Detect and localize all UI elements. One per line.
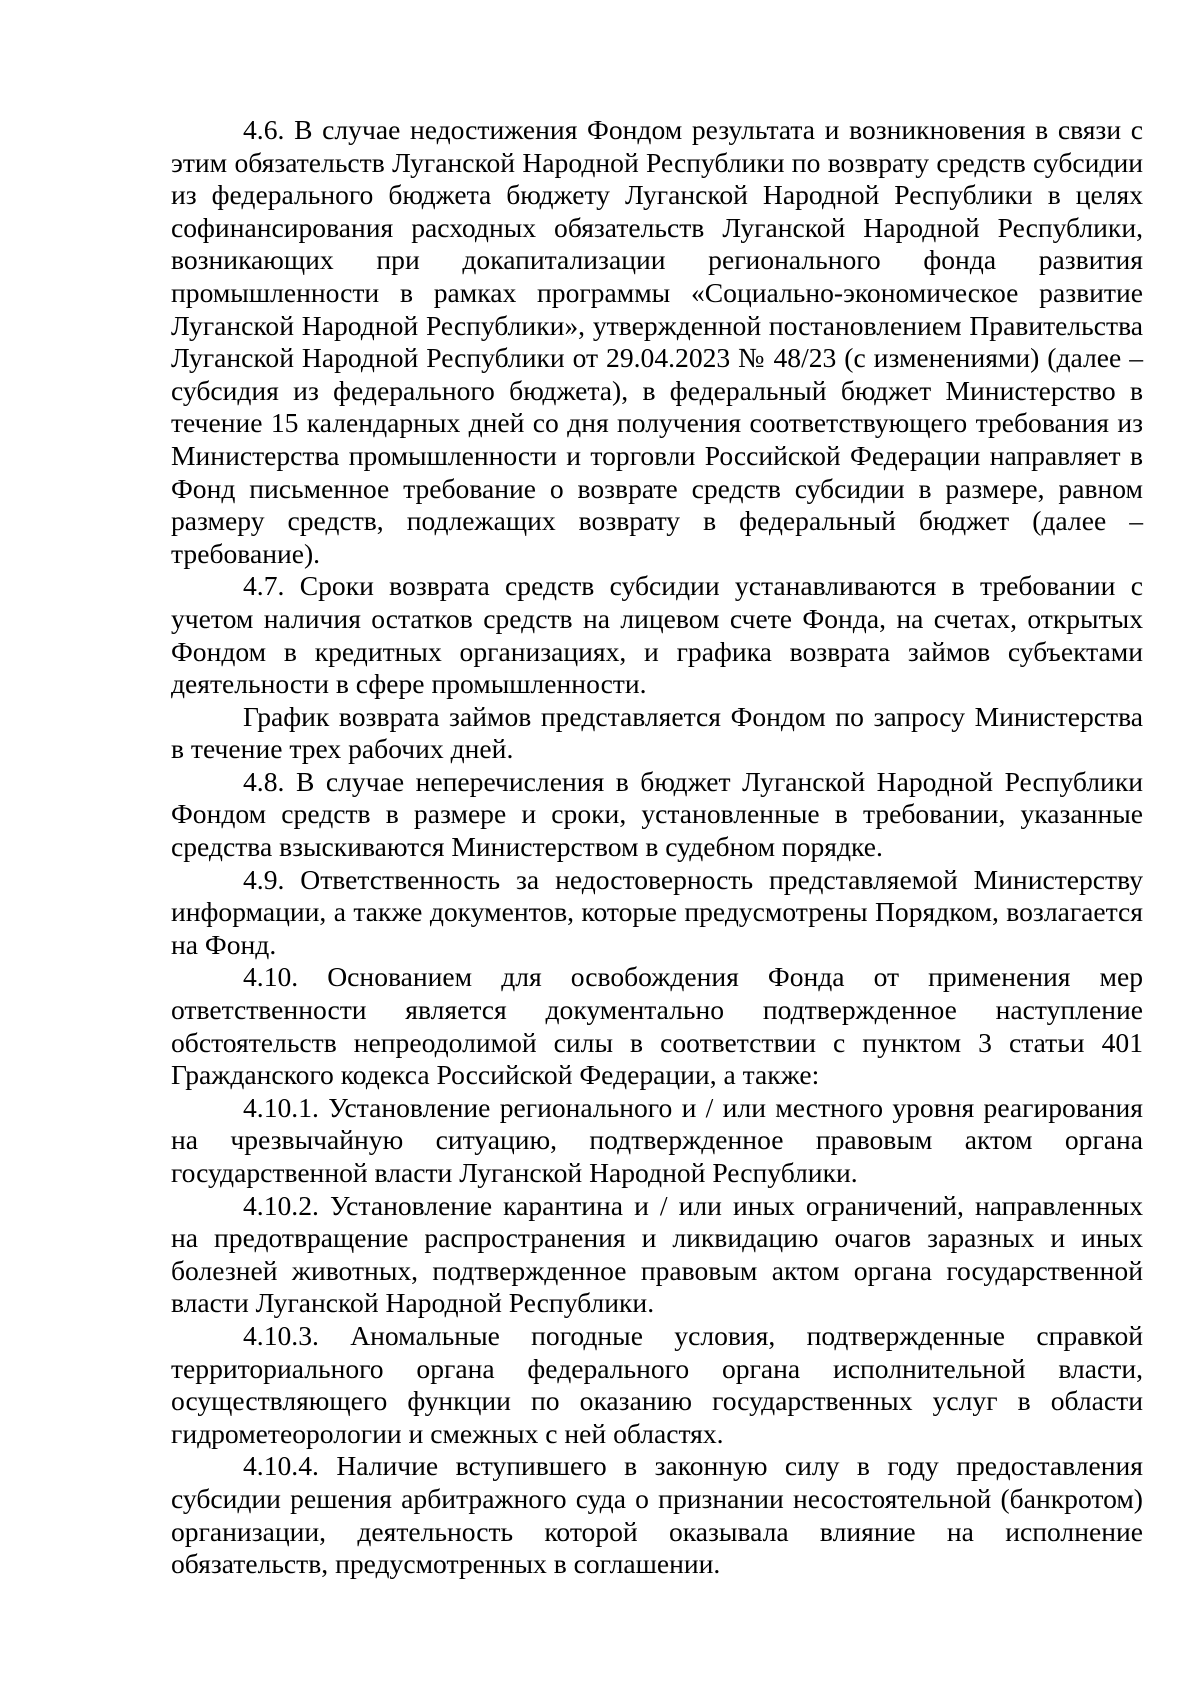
paragraph-number: 4.10.4. [243,1450,319,1482]
paragraph-number: 4.10.1. [243,1091,319,1123]
paragraph-text: Аномальные погодные условия, подтвержденные справкой территориального органа федерального органа исполнительной власти, осуществляющего функции по оказанию государственных услуг в области гидрометеорологии и смежных с ней областях. [171,1319,1144,1449]
paragraph-number: 4.7. [243,570,285,602]
paragraph-text: Сроки возврата средств субсидии устанавливаются в требовании с учетом наличия остатков средств на лицевом счете Фонда, на счетах, открытых Фондом в кредитных организациях, и графика возврата займов субъектами деятельности в сфере промышленности. [171,570,1143,700]
paragraph-number: 4.8. [243,765,285,797]
paragraph-4-10-3 [171,1320,1143,1450]
paragraph-text: Наличие вступившего в законную силу в году предоставления субсидии решения арбитражного суда о признании несостоятельной (банкротом) организации, деятельность которой оказывала влияние на исполнение обязательств, предусмотренных в соглашении. [171,1450,1144,1580]
paragraph-text: Установление карантина и / или иных ограничений, направленных на предотвращение распространения и ликвидацию очагов заразных и иных болезней животных, подтвержденное правовым актом органа государственной власти Луганской Народной Республики. [171,1189,1143,1319]
paragraph-number: 4.10.3. [243,1319,319,1351]
paragraph-number: 4.9. [243,863,285,895]
paragraph-text: Основанием для освобождения Фонда от применения мер ответственности является документально подтвержденное наступление обстоятельств непреодолимой силы в соответствии с пунктом 3 статьи 401 Гражданского кодекса Российской Федерации, а также: [171,961,1143,1091]
paragraph-4-10-2 [171,1190,1143,1320]
paragraph-text: Установление регионального и / или местного уровня реагирования на чрезвычайную ситуацию, подтвержденное правовым актом органа государственной власти Луганской Народной Республики. [171,1091,1143,1188]
paragraph-4-10-4 [171,1450,1143,1580]
paragraph-4-8 [171,766,1143,864]
paragraph-text: Ответственность за недостоверность представляемой Министерству информации, а также документов, которые предусмотрены Порядком, возлагается на Фонд. [171,863,1143,960]
document-body [171,114,1143,1581]
paragraph-text: В случае недостижения Фондом результата и возникновения в связи с этим обязательств Луганской Народной Республики по возврату средств субсидии из федерального бюджета бюджету Луганской Народной Республики в целях софинансирования расходных обязательств Луганской Народной Республики, возникающих при докапитализации регионального фонда развития промышленности в рамках программы «Социально-экономическое развитие Луганской Народной Республики», утвержденной постановлением Правительства Луганской Народной Республики от 29.04.2023 № 48/23 (с изменениями) (далее – субсидия из федерального бюджета), в федеральный бюджет Министерство в течение 15 календарных дней со дня получения соответствующего требования из Министерства промышленности и торговли Российской Федерации направляет в Фонд письменное требование о возврате средств субсидии в размере, равном размеру средств, подлежащих возврату в федеральный бюджет (далее – требование). [171,114,1144,569]
paragraph-schedule [171,701,1143,766]
paragraph-number: 4.6. [243,114,285,145]
paragraph-number: 4.10.2. [243,1189,319,1221]
paragraph-text: В случае неперечисления в бюджет Луганской Народной Республики Фондом средств в размере и сроки, установленные в требовании, указанные средства взыскиваются Министерством в судебном порядке. [171,765,1143,863]
paragraph-4-7 [171,570,1143,700]
paragraph-4-9 [171,864,1143,962]
paragraph-4-10 [171,961,1143,1091]
paragraph-number: 4.10. [243,961,299,993]
paragraph-4-6 [171,114,1143,570]
paragraph-text: График возврата займов представляется Фондом по запросу Министерства в течение трех рабочих дней. [171,700,1143,765]
paragraph-4-10-1 [171,1092,1143,1190]
